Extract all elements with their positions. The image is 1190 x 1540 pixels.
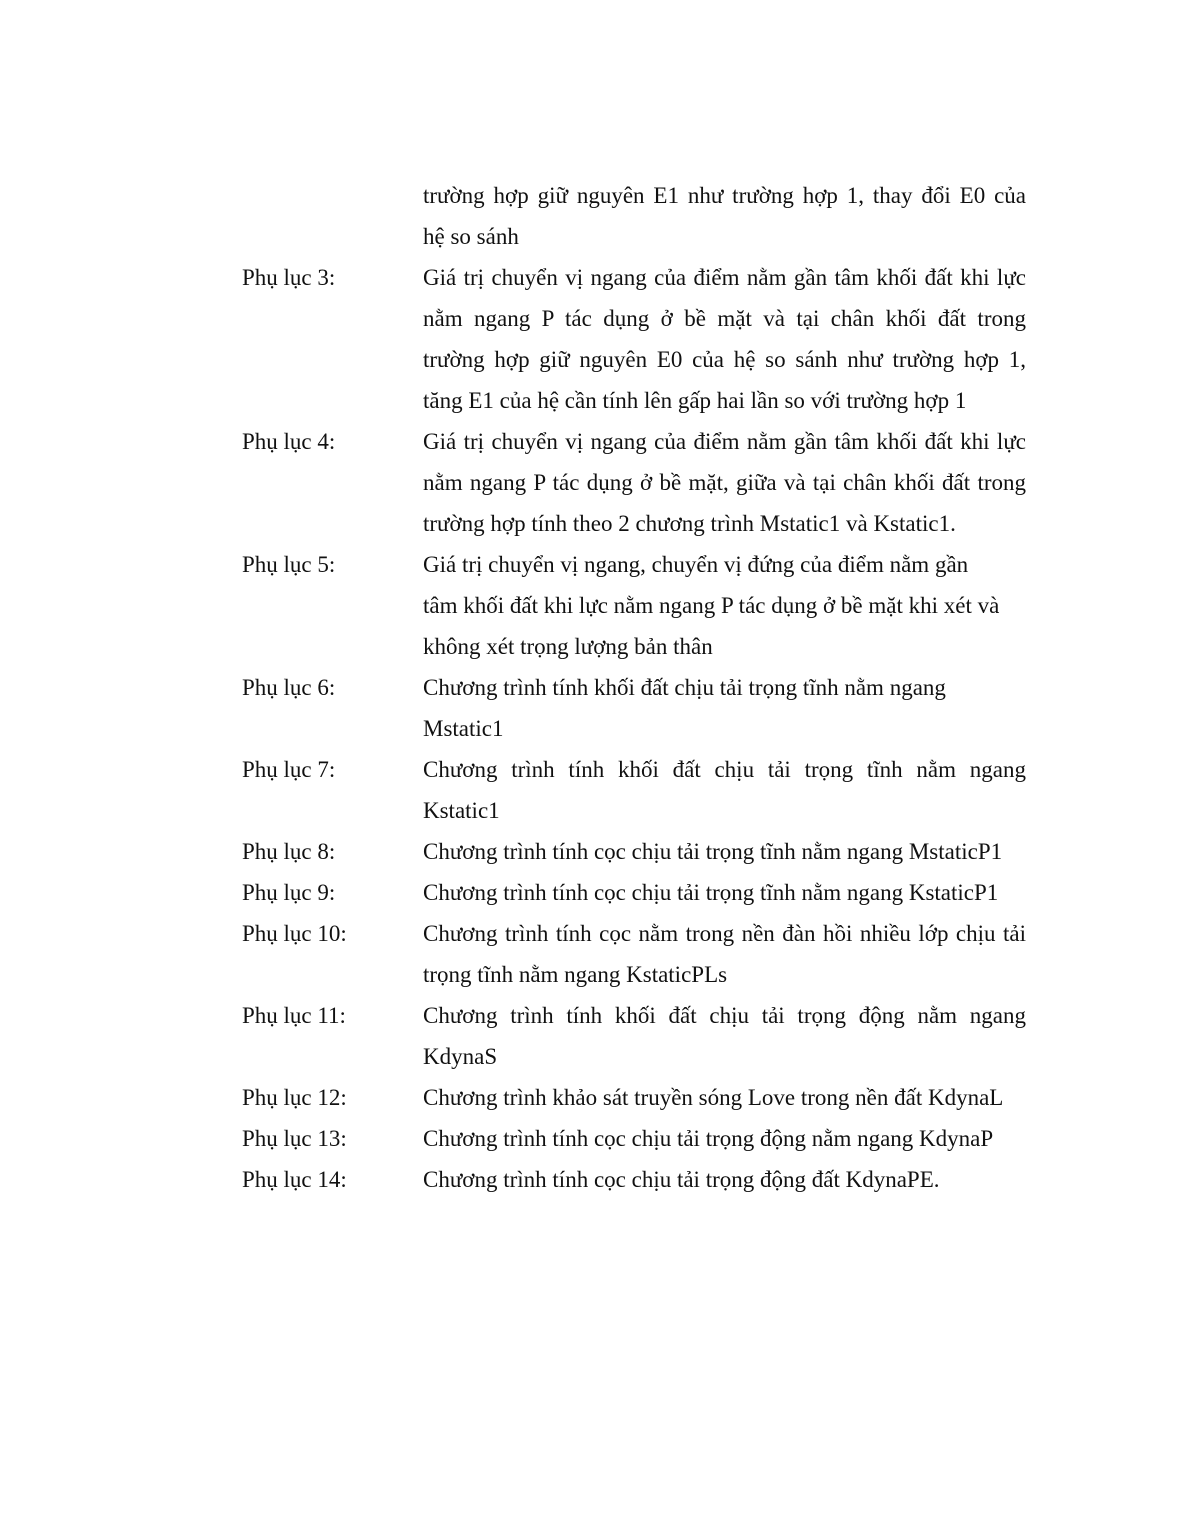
description-line: nằm ngang P tác dụng ở bề mặt, giữa và tại chân khối đất trong	[423, 470, 1026, 495]
appendix-description	[423, 995, 1026, 1077]
description-line: Chương trình tính khối đất chịu tải trọng động nằm ngang	[423, 1003, 1026, 1028]
appendix-label: Phụ lục 9:	[242, 880, 336, 905]
appendix-description	[423, 831, 1026, 872]
description-line: Chương trình tính khối đất chịu tải trọng tĩnh nằm ngang	[423, 757, 1026, 782]
description-line: trọng tĩnh nằm ngang KstaticPLs	[423, 962, 728, 987]
description-line: Mstatic1	[423, 716, 504, 741]
appendix-label: Phụ lục 5:	[242, 552, 336, 577]
appendix-description	[423, 421, 1026, 544]
appendix-description	[423, 175, 1026, 257]
appendix-entry	[242, 913, 1026, 995]
appendix-entry	[242, 995, 1026, 1077]
description-line: nằm ngang P tác dụng ở bề mặt và tại chân khối đất trong	[423, 306, 1026, 331]
appendix-entry	[242, 667, 1026, 749]
description-line: Giá trị chuyển vị ngang của điểm nằm gần tâm khối đất khi lực	[423, 265, 1026, 290]
appendix-label: Phụ lục 7:	[242, 757, 336, 782]
appendix-description	[423, 1077, 1026, 1118]
appendix-entry	[242, 749, 1026, 831]
description-line: tâm khối đất khi lực nằm ngang P tác dụng ở bề mặt khi xét và	[423, 593, 1000, 618]
appendix-entry	[242, 257, 1026, 421]
appendix-label: Phụ lục 13:	[242, 1126, 347, 1151]
description-line: Giá trị chuyển vị ngang của điểm nằm gần tâm khối đất khi lực	[423, 429, 1026, 454]
appendix-entry	[242, 1159, 1026, 1200]
description-line: Chương trình tính cọc chịu tải trọng động nằm ngang KdynaP	[423, 1126, 994, 1151]
description-line: trường hợp tính theo 2 chương trình Mstatic1 và Kstatic1.	[423, 511, 956, 536]
appendix-label: Phụ lục 12:	[242, 1085, 347, 1110]
appendix-description	[423, 872, 1026, 913]
appendix-entry	[242, 831, 1026, 872]
description-line: không xét trọng lượng bản thân	[423, 634, 713, 659]
appendix-entry	[242, 1077, 1026, 1118]
appendix-list	[242, 175, 1026, 1200]
appendix-label: Phụ lục 4:	[242, 429, 336, 454]
appendix-label: Phụ lục 11:	[242, 1003, 346, 1028]
description-line: Kstatic1	[423, 798, 500, 823]
description-line: KdynaS	[423, 1044, 498, 1069]
appendix-label: Phụ lục 3:	[242, 265, 336, 290]
description-line: trường hợp giữ nguyên E1 như trường hợp 1, thay đổi E0 của	[423, 183, 1026, 208]
appendix-entry	[242, 175, 1026, 257]
description-line: Chương trình tính cọc chịu tải trọng động đất KdynaPE.	[423, 1167, 940, 1192]
description-line: trường hợp giữ nguyên E0 của hệ so sánh như trường hợp 1,	[423, 347, 1026, 372]
appendix-description	[423, 544, 1026, 667]
appendix-entry	[242, 1118, 1026, 1159]
description-line: Chương trình khảo sát truyền sóng Love trong nền đất KdynaL	[423, 1085, 1004, 1110]
appendix-description	[423, 257, 1026, 421]
appendix-label: Phụ lục 14:	[242, 1167, 347, 1192]
appendix-entry	[242, 544, 1026, 667]
appendix-entry	[242, 872, 1026, 913]
appendix-description	[423, 749, 1026, 831]
appendix-label: Phụ lục 8:	[242, 839, 336, 864]
appendix-description	[423, 667, 1026, 749]
description-line: Chương trình tính khối đất chịu tải trọng tĩnh nằm ngang	[423, 675, 946, 700]
appendix-label: Phụ lục 6:	[242, 675, 336, 700]
appendix-description	[423, 1118, 1026, 1159]
description-line: Chương trình tính cọc chịu tải trọng tĩnh nằm ngang KstaticP1	[423, 880, 999, 905]
appendix-label: Phụ lục 10:	[242, 921, 347, 946]
description-line: Giá trị chuyển vị ngang, chuyển vị đứng của điểm nằm gần	[423, 552, 969, 577]
appendix-description	[423, 913, 1026, 995]
appendix-entry	[242, 421, 1026, 544]
description-line: tăng E1 của hệ cần tính lên gấp hai lần so với trường hợp 1	[423, 388, 967, 413]
description-line: Chương trình tính cọc nằm trong nền đàn hồi nhiều lớp chịu tải	[423, 921, 1026, 946]
appendix-description	[423, 1159, 1026, 1200]
description-line: Chương trình tính cọc chịu tải trọng tĩnh nằm ngang MstaticP1	[423, 839, 1003, 864]
description-line: hệ so sánh	[423, 224, 519, 249]
